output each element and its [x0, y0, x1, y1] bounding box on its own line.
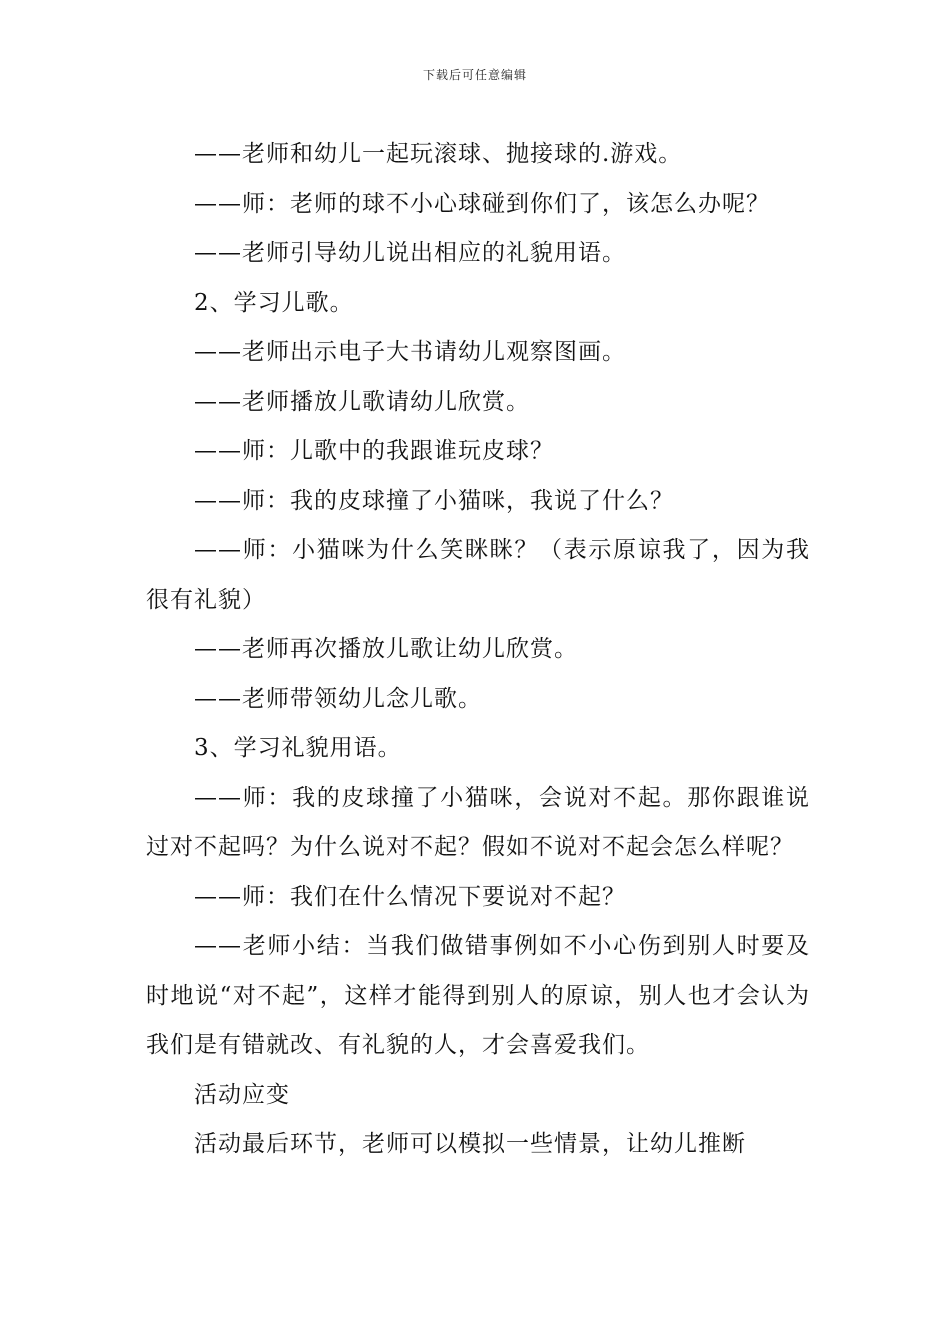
paragraph: ——老师和幼儿一起玩滚球、抛接球的.游戏。	[194, 141, 683, 167]
paragraph: ——师：我们在什么情况下要说对不起？	[194, 883, 626, 910]
paragraph: ——老师再次播放儿歌让幼儿欣赏。	[194, 636, 578, 662]
paragraph: ——师：小猫咪为什么笑眯眯？（表示原谅我了，因为我很有礼貌）	[146, 537, 810, 613]
paragraph: ——老师出示电子大书请幼儿观察图画。	[194, 339, 626, 365]
section-heading: 2、学习儿歌。	[194, 289, 354, 316]
section-heading: 3、学习礼貌用语。	[194, 735, 402, 761]
paragraph: ——老师小结：当我们做错事例如不小心伤到别人时要及时地说“对不起”，这样才能得到别人的原谅，别人也才会认为我们是有错就改、有礼貌的人，才会喜爱我们。	[146, 933, 810, 1058]
paragraph: 活动最后环节，老师可以模拟一些情景，让幼儿推断	[194, 1131, 746, 1157]
paragraph: ——师：儿歌中的我跟谁玩皮球？	[194, 438, 554, 464]
paragraph: ——老师带领幼儿念儿歌。	[194, 685, 482, 712]
paragraph: ——老师播放儿歌请幼儿欣赏。	[194, 388, 530, 415]
section-heading: 活动应变	[194, 1081, 290, 1108]
document-body	[146, 130, 810, 1170]
paragraph: ——师：我的皮球撞了小猫咪，我说了什么？	[194, 487, 674, 514]
paragraph: ——师：老师的球不小心球碰到你们了，该怎么办呢？	[194, 190, 770, 217]
paragraph: ——老师引导幼儿说出相应的礼貌用语。	[194, 240, 626, 266]
paragraph: ——师：我的皮球撞了小猫咪，会说对不起。那你跟谁说过对不起吗？为什么说对不起？假如不说对不起会怎么样呢？	[146, 784, 810, 860]
page-header: 下载后可任意编辑	[422, 68, 527, 82]
